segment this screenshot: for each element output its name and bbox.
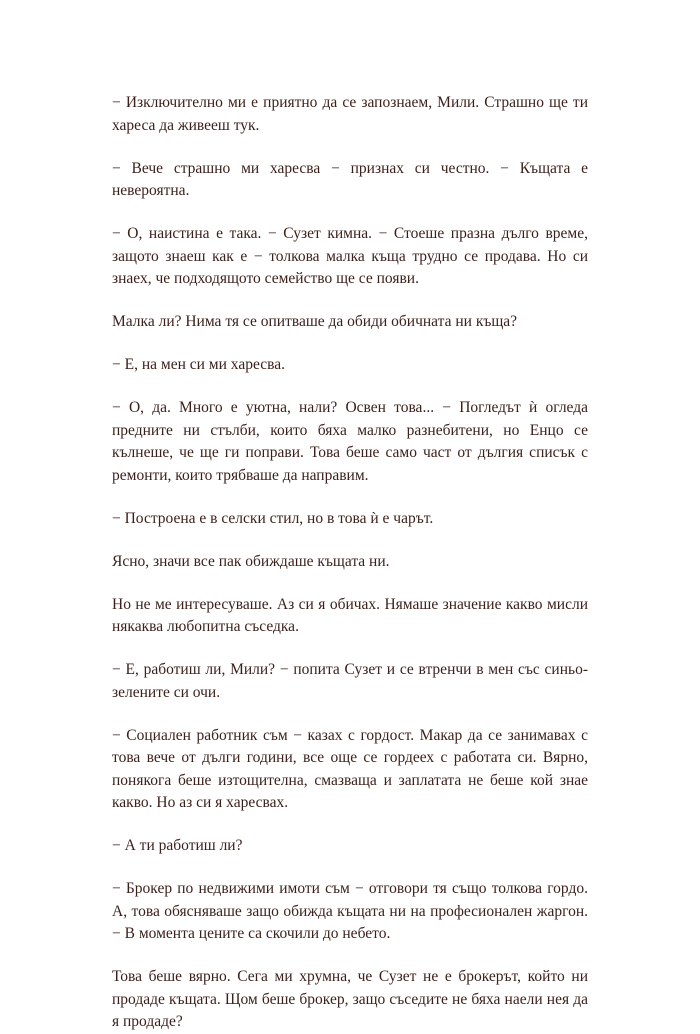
paragraph-9: Но не ме интересуваше. Аз си я обичах. Нямаше значение какво мисли някаква любопитна съседка.	[112, 595, 588, 635]
paragraph-7: − Построена е в селски стил, но в това ѝ е чарът.	[112, 509, 434, 527]
paragraph-14: Това беше вярно. Сега ми хрумна, че Сузет не е брокерът, който ни продаде къщата. Щом беше брокер, защо съседите не бяха наели нея да я продаде?	[112, 968, 588, 1030]
paragraph-3: − О, наистина е така. − Сузет кимна. − Стоеше празна дълго време, защото знаеш как е − толкова малка къща трудно се продава. Но си знаех, че подходящото семейство ще се появи.	[112, 225, 588, 287]
paragraph-2: − Вече страшно ми харесва − признах си честно. − Къщата е невероятна.	[112, 159, 588, 199]
paragraph-5: − Е, на мен си ми харесва.	[112, 356, 285, 373]
paragraph-6: − О, да. Много е уютна, нали? Освен това... − Погледът ѝ огледа предните ни стълби, които бяха малко разнебитени, но Енцо се кълнеше, че ще ги поправи. Това беше само част от дългия списък с ремонти, които трябваше да направим.	[112, 399, 588, 484]
paragraph-1: − Изключително ми е приятно да се запознаем, Мили. Страшно ще ти хареса да живееш тук.	[112, 94, 588, 134]
paragraph-4: Малка ли? Нима тя се опитваше да обиди обичната ни къща?	[112, 313, 518, 330]
paragraph-10: − Е, работиш ли, Мили? − попита Сузет и се втренчи в мен със синьо-зелените си очи.	[112, 661, 588, 701]
paragraph-12: − А ти работиш ли?	[112, 837, 243, 854]
paragraph-11: − Социален работник съм − казах с гордост. Макар да се занимавах с това вече от дълги години, все още се гордеех с работата си. Вярно, понякога беше изтощителна, смазваща и заплатата не беше кой знае какво. Но аз си я харесвах.	[112, 726, 588, 811]
paragraph-13: − Брокер по недвижими имоти съм − отговори тя също толкова гордо. А, това обясняваше защо обижда къщата ни на професионален жаргон. − В момента цените са скочили до небето.	[112, 880, 588, 942]
paragraph-8: Ясно, значи все пак обиждаше къщата ни.	[112, 552, 390, 570]
